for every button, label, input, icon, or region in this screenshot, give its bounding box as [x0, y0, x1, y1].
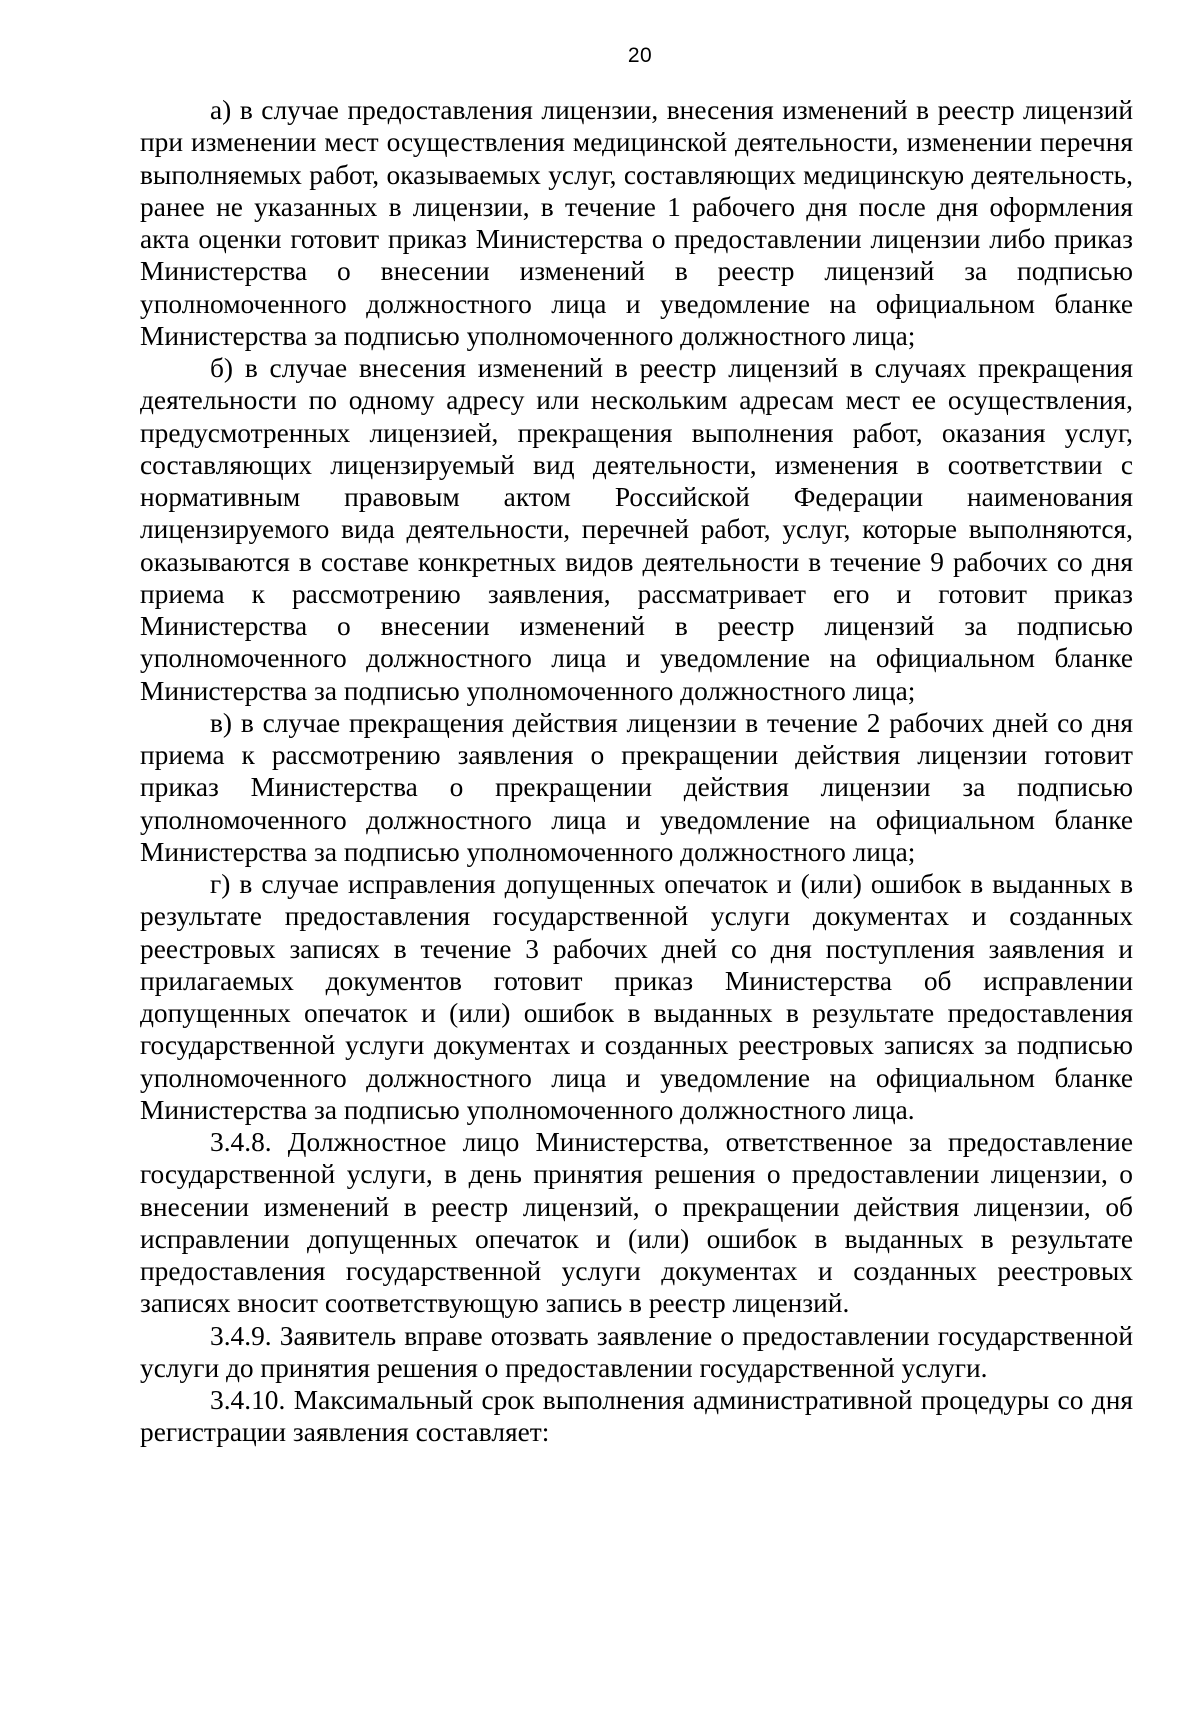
paragraph-g: г) в случае исправления допущенных опечаток и (или) ошибок в выданных в результате предоставления государственной услуги документах и созданных реестровых записях в течение 3 рабочих дней со дня поступления заявления и прилагаемых документов готовит приказ Министерства об исправлении допущенных опечаток и (или) ошибок в выданных в результате предоставления государственной услуги документах и созданных реестровых записях за подписью уполномоченного должностного лица и уведомление на официальном бланке Министерства за подписью уполномоченного должностного лица. [140, 869, 1133, 1125]
paragraph-a: а) в случае предоставления лицензии, внесения изменений в реестр лицензий при изменении мест осуществления медицинской деятельности, изменении перечня выполняемых работ, оказываемых услуг, составляющих медицинскую деятельность, ранее не указанных в лицензии, в течение 1 рабочего дня после дня оформления акта оценки готовит приказ Министерства о предоставлении лицензии либо приказ Министерства о внесении изменений в реестр лицензий за подписью уполномоченного должностного лица и уведомление на официальном бланке Министерства за подписью уполномоченного должностного лица; [140, 95, 1133, 351]
page-number: 20 [627, 44, 653, 67]
paragraph-3-4-10: 3.4.10. Максимальный срок выполнения административной процедуры со дня регистрации заявления составляет: [140, 1385, 1133, 1448]
paragraph-3-4-8: 3.4.8. Должностное лицо Министерства, ответственное за предоставление государственной услуги, в день принятия решения о предоставлении лицензии, о внесении изменений в реестр лицензий, о прекращении действия лицензии, об исправлении допущенных опечаток и (или) ошибок в выданных в результате предоставления государственной услуги документах и созданных реестровых записях вносит соответствующую запись в реестр лицензий. [140, 1127, 1133, 1319]
paragraph-3-4-9: 3.4.9. Заявитель вправе отозвать заявление о предоставлении государственной услуги до принятия решения о предоставлении государственной услуги. [140, 1320, 1133, 1383]
paragraph-v: в) в случае прекращения действия лицензии в течение 2 рабочих дней со дня приема к рассмотрению заявления о прекращении действия лицензии готовит приказ Министерства о прекращении действия лицензии за подписью уполномоченного должностного лица и уведомление на официальном бланке Министерства за подписью уполномоченного должностного лица; [140, 707, 1133, 867]
document-body [140, 94, 1133, 1449]
paragraph-b: б) в случае внесения изменений в реестр лицензий в случаях прекращения деятельности по одному адресу или нескольким адресам мест ее осуществления, предусмотренных лицензией, прекращения выполнения работ, оказания услуг, составляющих лицензируемый вид деятельности, изменения в соответствии с нормативным правовым актом Российской Федерации наименования лицензируемого вида деятельности, перечней работ, услуг, которые выполняются, оказываются в составе конкретных видов деятельности в течение 9 рабочих со дня приема к рассмотрению заявления, рассматривает его и готовит приказ Министерства о внесении изменений в реестр лицензий за подписью уполномоченного должностного лица и уведомление на официальном бланке Министерства за подписью уполномоченного должностного лица; [140, 353, 1133, 706]
